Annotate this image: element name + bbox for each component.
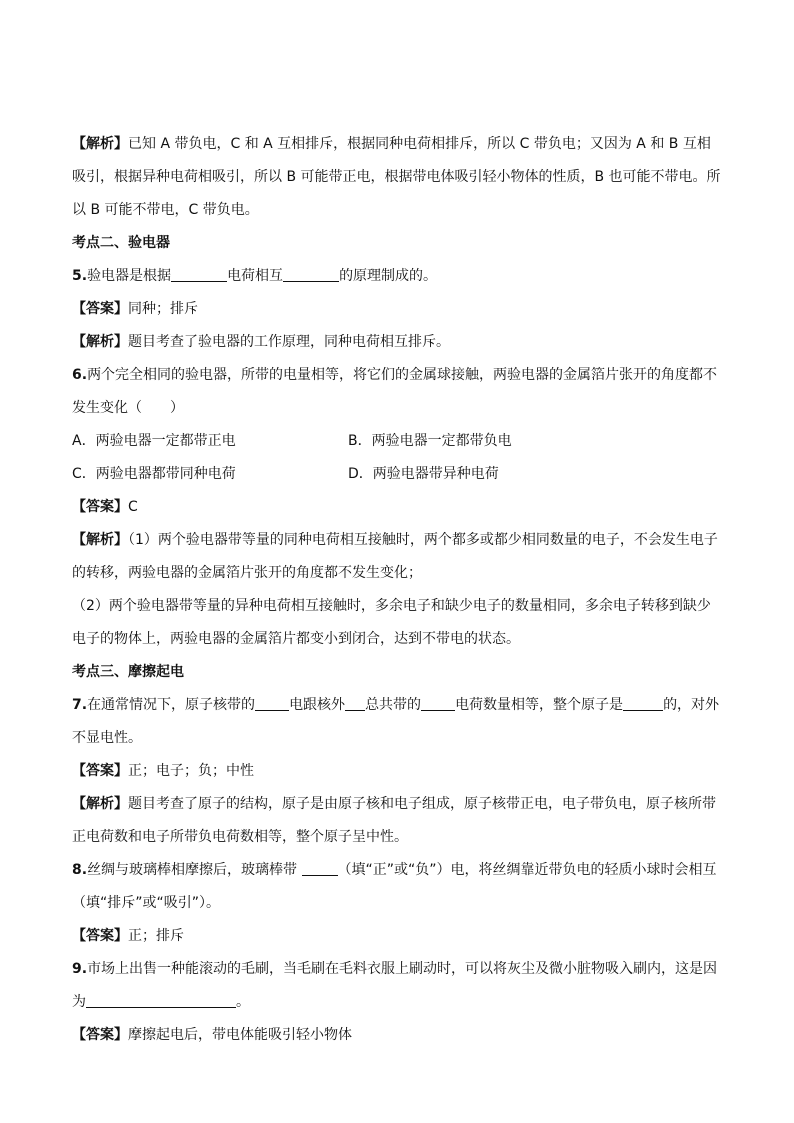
question-number: 6. <box>72 367 88 383</box>
answer-text: 正；电子；负；中性 <box>128 763 254 779</box>
question-text: 电跟核外 <box>289 697 346 713</box>
q7-analysis <box>72 788 722 854</box>
analysis-text: 题目考查了验电器的工作原理，同种电荷相互排斥。 <box>128 334 450 350</box>
question-text: 市场上出售一种能滚动的毛刷，当毛刷在毛料衣服上刷动时，可以将灰尘及微小脏物吸入刷内，这是因为 <box>72 961 718 1010</box>
question-text: 总共带的 <box>365 697 422 713</box>
analysis-tag: 【解析】 <box>72 334 128 350</box>
answer-text: 同种；排斥 <box>128 301 198 317</box>
answer-blank <box>283 267 339 282</box>
answer-tag: 【答案】 <box>72 763 128 779</box>
q7-answer <box>72 755 722 788</box>
page-content <box>72 128 722 1052</box>
answer-blank <box>255 696 289 711</box>
answer-blank <box>302 861 338 876</box>
analysis-tag: 【解析】 <box>72 796 128 812</box>
question-9 <box>72 953 722 1019</box>
question-text: 验电器是根据 <box>87 268 172 284</box>
answer-blank <box>171 267 227 282</box>
question-7 <box>72 689 722 755</box>
q6-analysis <box>72 524 722 590</box>
answer-text: 摩擦起电后，带电体能吸引轻小物体 <box>128 1027 352 1043</box>
option-d: D．两验电器带异种电荷 <box>348 466 499 482</box>
analysis-text: 题目考查了原子的结构，原子是由原子核和电子组成，原子核带正电，电子带负电，原子核所带正电荷数和电子所带负电荷数相等，整个原子呈中性。 <box>72 796 716 845</box>
option-a: A．两验电器一定都带正电 <box>72 433 236 449</box>
answer-blank <box>86 993 236 1008</box>
option-c: C．两验电器都带同种电荷 <box>72 466 236 482</box>
answer-blank <box>345 696 365 711</box>
question-text: 电荷数量相等，整个原子是 <box>455 697 624 713</box>
answer-tag: 【答案】 <box>72 1027 128 1043</box>
analysis-text: 已知 A 带负电，C 和 A 互相排斥，根据同种电荷相排斥，所以 C 带负电；又因为 A 和 B 互相吸引，根据异种电荷相吸引，所以 B 可能带正电，根据带电体吸引轻小物体的性质，B 也可能不带电。所以 B 可能不带电，C 带负电。 <box>72 136 721 218</box>
question-text: 的原理制成的。 <box>339 268 438 284</box>
answer-text: C <box>128 499 138 515</box>
q5-analysis <box>72 326 722 359</box>
answer-tag: 【答案】 <box>72 301 128 317</box>
question-text: 两个完全相同的验电器，所带的电量相等，将它们的金属球接触，两验电器的金属箔片张开的角度都不发生变化（ ） <box>72 367 718 416</box>
question-text: 。 <box>236 994 250 1010</box>
question-text: 的，对外不显电性。 <box>72 697 720 746</box>
question-number: 9. <box>72 961 88 977</box>
analysis-tag: 【解析】 <box>72 532 128 548</box>
question-text: 丝绸与玻璃棒相摩擦后，玻璃棒带 <box>87 862 302 878</box>
option-b: B．两验电器一定都带负电 <box>348 433 512 449</box>
answer-blank <box>623 696 663 711</box>
q6-options <box>72 425 722 491</box>
q8-answer <box>72 920 722 953</box>
section-heading-3: 考点三、摩擦起电 <box>72 664 184 680</box>
q4-analysis <box>72 128 722 227</box>
question-text: 电荷相互 <box>227 268 284 284</box>
answer-tag: 【答案】 <box>72 928 128 944</box>
section-heading-2: 考点二、验电器 <box>72 235 170 251</box>
question-number: 5. <box>72 268 88 284</box>
question-text: （填“正”或“负”）电，将丝绸靠近带负电的轻质小球时会相互（填“排斥”或“吸引”）。 <box>72 862 717 911</box>
analysis-text: （1）两个验电器带等量的同种电荷相互接触时，两个都多或都少相同数量的电子，不会发生电子的转移，两验电器的金属箔片张开的角度都不发生变化； <box>72 532 718 581</box>
answer-text: 正；排斥 <box>128 928 184 944</box>
q5-answer <box>72 293 722 326</box>
question-5 <box>72 260 722 293</box>
q6-answer <box>72 491 722 524</box>
q6-analysis-2: （2）两个验电器带等量的异种电荷相互接触时，多余电子和缺少电子的数量相同，多余电子转移到缺少电子的物体上，两验电器的金属箔片都变小到闭合，达到不带电的状态。 <box>72 598 711 647</box>
answer-tag: 【答案】 <box>72 499 128 515</box>
question-8 <box>72 854 722 920</box>
q9-answer <box>72 1019 722 1052</box>
question-text: 在通常情况下，原子核带的 <box>87 697 256 713</box>
question-number: 8. <box>72 862 88 878</box>
question-number: 7. <box>72 697 88 713</box>
question-6 <box>72 359 722 425</box>
answer-blank <box>421 696 455 711</box>
analysis-tag: 【解析】 <box>72 136 128 152</box>
